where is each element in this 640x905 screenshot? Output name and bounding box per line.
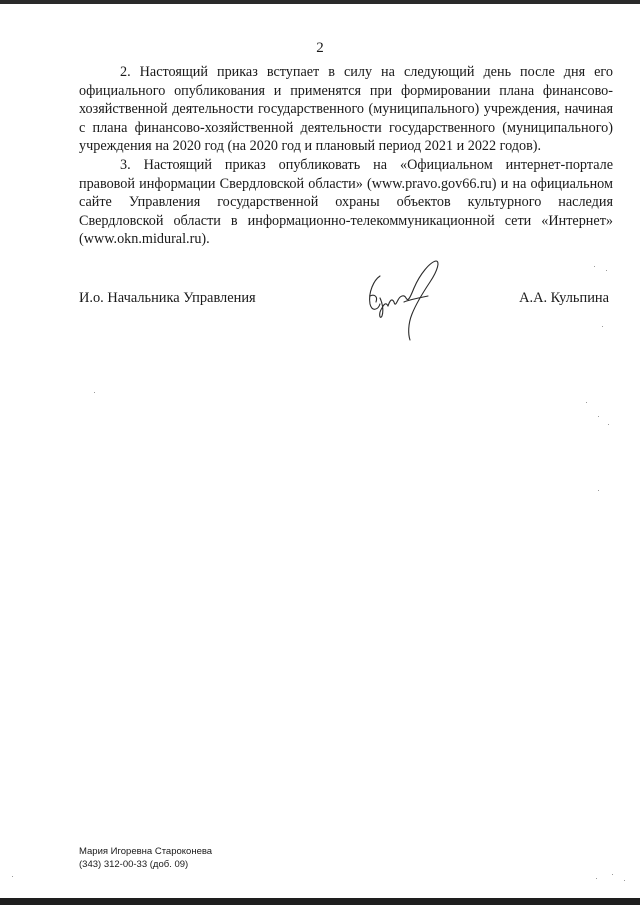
scan-bottom-edge — [0, 898, 640, 905]
paragraph-publication: 3. Настоящий приказ опубликовать на «Официальном интернет-портале правовой информации Свердловской области» (www.pravo.gov66.ru) и на официальном сайте Управления государственной охраны объектов культурного наследия Свердловской области в информационно-телекоммуникационной сети «Интернет» (www.okn.midural.ru). — [79, 156, 613, 248]
scan-speck — [612, 874, 613, 875]
document-body — [79, 63, 613, 249]
scan-speck — [608, 424, 609, 425]
scan-speck — [596, 878, 597, 879]
page-number: 2 — [316, 40, 324, 56]
scan-speck — [586, 402, 587, 403]
scan-speck — [598, 416, 599, 417]
scan-speck — [94, 392, 95, 393]
signer-title: И.о. Начальника Управления — [79, 290, 256, 306]
executor-name: Мария Игоревна Староконева — [79, 846, 213, 857]
handwritten-signature — [358, 258, 448, 344]
scan-speck — [606, 270, 607, 271]
executor-phone: (343) 312-00-33 (доб. 09) — [79, 858, 189, 870]
scan-top-edge — [0, 0, 640, 4]
scan-speck — [598, 490, 599, 491]
scan-speck — [12, 876, 13, 877]
scan-speck — [594, 266, 595, 267]
scan-speck — [624, 880, 625, 881]
executor-contact — [79, 846, 212, 871]
signer-name: А.А. Кульпина — [519, 290, 609, 306]
paragraph-effective-date: 2. Настоящий приказ вступает в силу на следующий день после дня его официального опубликования и применятся при формировании плана финансово-хозяйственной деятельности государственного (муниципального) учреждения, начиная с плана финансово-хозяйственной деятельности государственного (муниципального) учреждения на 2020 год (на 2020 год и плановый период 2021 и 2022 годов). — [79, 64, 613, 155]
scan-speck — [602, 326, 603, 327]
